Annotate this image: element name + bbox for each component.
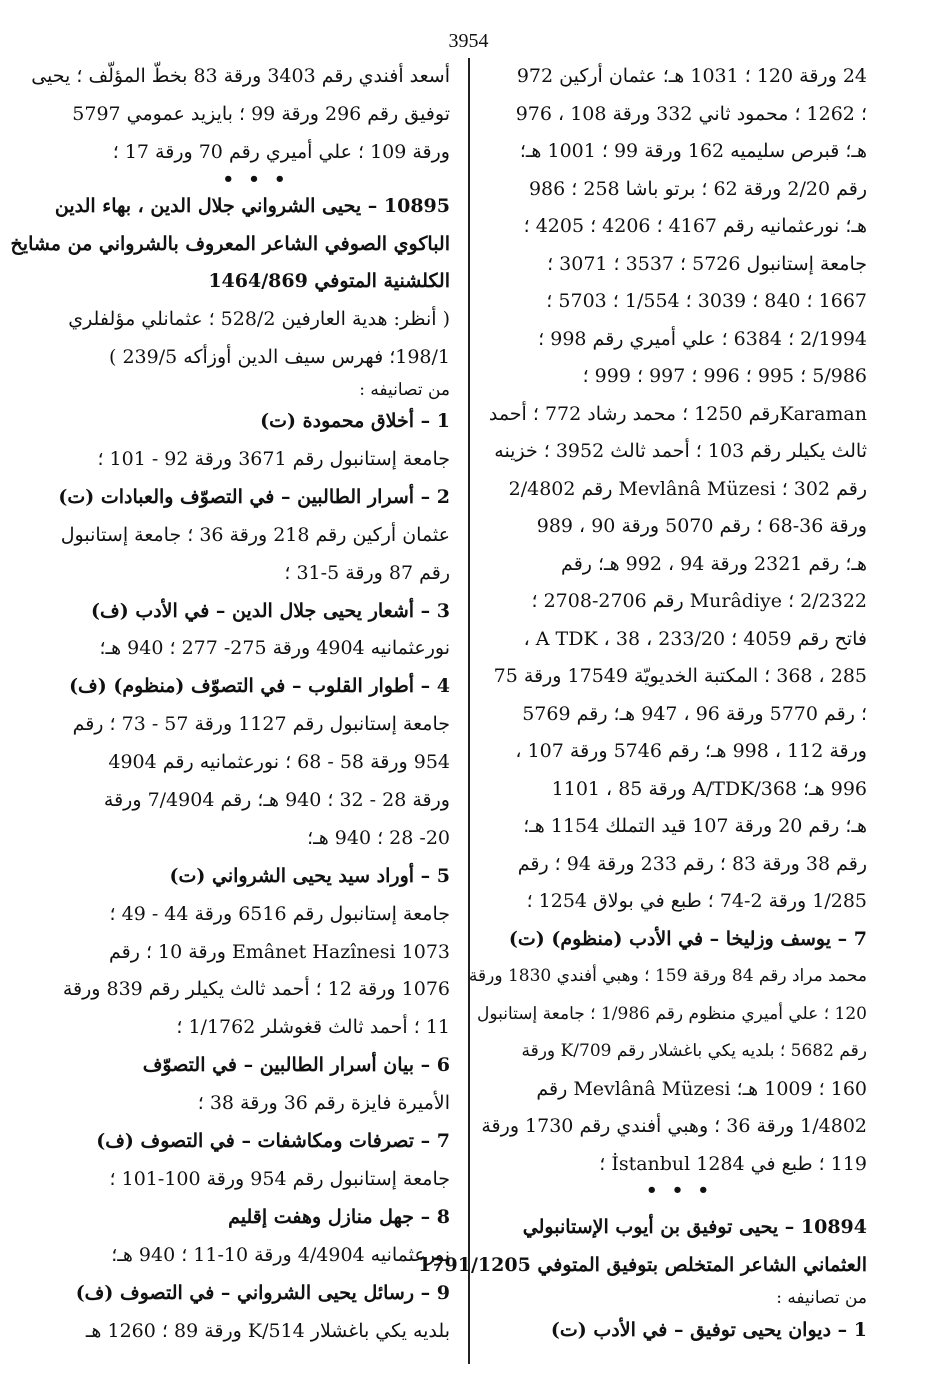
text-line: ثالث يكيلر رقم 103 ؛ أحمد ثالث 3952 ؛ خزينه <box>494 440 867 462</box>
text-line: 1/285 ورقة 2-74 ؛ طبع في بولاق 1254 ؛ <box>526 890 867 912</box>
text-line: فاتح رقم 4059 ؛ 20/A TDK ، 38 ، 233 ، <box>523 627 867 650</box>
right-column <box>418 58 867 1350</box>
text-line: 1667 ؛ 840 ؛ 3039 ؛ 1/554 ؛ 5703 ؛ <box>546 290 867 312</box>
text-line: ؛ 1262 ؛ محمود ثاني 332 ورقة 108 ، 976 <box>515 102 867 125</box>
text-line: رقم 87 ورقة 5-31 ؛ <box>284 561 450 584</box>
section-separator: • • • <box>222 168 290 190</box>
text-line: توفيق رقم 296 ورقة 99 ؛ بايزيد عمومي 5797 <box>72 102 450 125</box>
text-line: هـ؛ رقم 2321 ورقة 94 ، 992 هـ؛ رقم <box>561 552 867 575</box>
work-heading: 9 – رسائل يحيى الشرواني – في التصوف (ف) <box>75 1281 450 1304</box>
text-line: ورقة 112 ، 998 هـ؛ رقم 5746 ورقة 107 ، <box>515 740 867 762</box>
text-line: 120 ؛ علي أميري منظوم رقم 1/986 ؛ جامعة إستانبول <box>476 1003 867 1024</box>
work-heading: 2 – أسرار الطالبين – في التصوّف والعبادات (ت) <box>58 485 450 508</box>
text-line: ورقة 28 - 32 ؛ 940 هـ؛ رقم 7/4904 ورقة <box>103 789 450 812</box>
text-line: ورقة 109 ؛ علي أميري رقم 70 ورقة 17 ؛ <box>112 140 450 163</box>
text-line: محمد مراد رقم 84 ورقة 159 ؛ وهبي أفندي 1830 ورقة <box>468 966 867 986</box>
work-heading: 5 – أوراد سيد يحيى الشرواني (ت) <box>169 864 450 887</box>
text-line: جامعة إستانبول رقم 6516 ورقة 44 - 49 ؛ <box>109 902 450 925</box>
work-heading: 4 – أطوار القلوب – في التصوّف (منظوم) (ف) <box>69 675 450 698</box>
text-line: ورقة 36-68 ؛ رقم 5070 ورقة 90 ، 989 <box>536 515 867 537</box>
column-divider <box>468 58 470 1364</box>
work-heading: 1 – أخلاق محمودة (ت) <box>260 410 450 433</box>
text-line: 1/4802 ورقة 36 ؛ وهبي أفندي رقم 1730 ورقة <box>481 1115 867 1137</box>
work-heading: 6 – بيان أسرار الطالبين – في التصوّف <box>142 1054 450 1077</box>
text-line: 954 ورقة 58 - 68 ؛ نورعثمانيه رقم 4904 <box>108 751 450 774</box>
text-line: بلديه يكي باغشلار 514/K ورقة 89 ؛ 1260 هـ <box>85 1319 450 1342</box>
work-heading: 8 – جهل منازل وهفت إقليم <box>228 1205 450 1228</box>
text-line: من تصانيفه : <box>776 1288 867 1308</box>
entry-heading: الكلشنية المتوفي 1464/869 <box>208 270 450 293</box>
left-column <box>10 58 450 1350</box>
text-line: 160 ؛ 1009 هـ؛ Mevlânâ Müzesi رقم <box>536 1077 867 1100</box>
text-line: رقم 2/20 ورقة 62 ؛ برتو باشا 258 ؛ 986 <box>528 177 867 200</box>
text-line: رقم 38 ورقة 83 ؛ رقم 233 ورقة 94 ؛ رقم <box>517 852 867 875</box>
text-line: ؛ رقم 5770 ورقة 96 ، 947 هـ؛ رقم 5769 <box>522 702 867 725</box>
work-heading: 7 – يوسف وزليخا – في الأدب (منظوم) (ت) <box>508 927 867 950</box>
text-line: جامعة إستانبول رقم 954 ورقة 100-101 ؛ <box>109 1167 450 1190</box>
text-line: 198/1؛ فهرس سيف الدين أوزأكه 239/5 ) <box>109 346 450 369</box>
text-line: 2/2322 ؛ Murâdiye رقم 2706-2708 ؛ <box>531 590 867 612</box>
entry-heading: 10895 – يحيى الشرواني جلال الدين ، بهاء الدين <box>54 194 450 217</box>
text-line: Karamanرقم 1250 ؛ محمد رشاد 772 ؛ أحمد <box>488 402 867 425</box>
work-heading: 1 – ديوان يحيى توفيق – في الأدب (ت) <box>550 1319 867 1341</box>
text-line: من تصانيفه : <box>359 380 450 401</box>
text-line: هـ؛ قبرص سليميه 162 ورقة 99 ؛ 1001 هـ؛ <box>519 140 867 162</box>
text-line: 1076 ورقة 12 ؛ أحمد ثالث يكيلر رقم 839 ورقة <box>62 978 450 1001</box>
text-line: ( أنظر: هدية العارفين 528/2 ؛ عثمانلي مؤلفلري <box>68 308 450 331</box>
work-heading: 3 – أشعار يحيى جلال الدين – في الأدب (ف) <box>91 599 450 622</box>
text-line: هـ؛ رقم 20 ورقة 107 قيد التملك 1154 هـ؛ <box>523 815 867 837</box>
text-line: 11 ؛ أحمد ثالث قغوشلر 1/1762 ؛ <box>176 1016 450 1039</box>
text-line: 5/986 ؛ 995 ؛ 996 ؛ 997 ؛ 999 ؛ <box>582 365 867 387</box>
text-line: 119 ؛ طبع في İstanbul 1284 ؛ <box>599 1152 867 1175</box>
text-line: نورعثمانيه 4904 ورقة 275- 277 ؛ 940 هـ؛ <box>99 637 450 660</box>
entry-heading: 10894 – يحيى توفيق بن أيوب الإستانبولي <box>522 1216 867 1238</box>
text-line: 2/1994 ؛ 6384 ؛ علي أميري رقم 998 ؛ <box>538 327 867 350</box>
text-line: جامعة إستانبول رقم 1127 ورقة 57 - 73 ؛ رقم <box>72 713 450 736</box>
entry-heading: الباكوي الصوفي الشاعر المعروف بالشرواني من مشايخ <box>10 232 450 255</box>
text-line: 24 ورقة 120 ؛ 1031 هـ؛ عثمان أركين 972 <box>516 65 867 87</box>
text-line: الأميرة فايزة رقم 36 ورقة 38 ؛ <box>197 1092 450 1115</box>
text-line: عثمان أركين رقم 218 ورقة 36 ؛ جامعة إستانبول <box>60 523 450 546</box>
text-line: هـ؛ نورعثمانيه رقم 4167 ؛ 4206 ؛ 4205 ؛ <box>523 215 867 237</box>
page-number: 3954 <box>448 30 489 52</box>
text-line: رقم 302 ؛ Mevlânâ Müzesi رقم 2/4802 <box>508 477 867 500</box>
text-line: 996 هـ؛ 368/A/TDK ورقة 85 ، 1101 <box>551 777 867 800</box>
work-heading: 7 – تصرفات ومكاشفات – في التصوف (ف) <box>96 1130 450 1153</box>
text-line: جامعة إستانبول 5726 ؛ 3537 ؛ 3071 ؛ <box>547 252 867 275</box>
text-line: جامعة إستانبول رقم 3671 ورقة 92 - 101 ؛ <box>97 448 450 471</box>
text-line: Emânet Hazînesi 1073 ورقة 10 ؛ رقم <box>109 940 450 963</box>
text-line: نورعثمانيه 4/4904 ورقة 10-11 ؛ 940 هـ؛ <box>111 1243 450 1266</box>
entry-heading: العثماني الشاعر المتخلص بتوفيق المتوفي 1791/1205 <box>418 1253 867 1276</box>
text-line: أسعد أفندي رقم 3403 ورقة 83 بخطّ المؤلّف ؛ يحيى <box>31 65 450 87</box>
text-line: 20- 28 ؛ 940 هـ؛ <box>307 826 450 849</box>
text-line: 285 ، 368 ؛ المكتبة الخديويّة 17549 ورقة 75 <box>493 665 867 687</box>
section-separator: • • • <box>645 1180 714 1201</box>
text-line: رقم 5682 ؛ بلديه يكي باغشلار رقم 709/K ورقة <box>521 1041 867 1061</box>
